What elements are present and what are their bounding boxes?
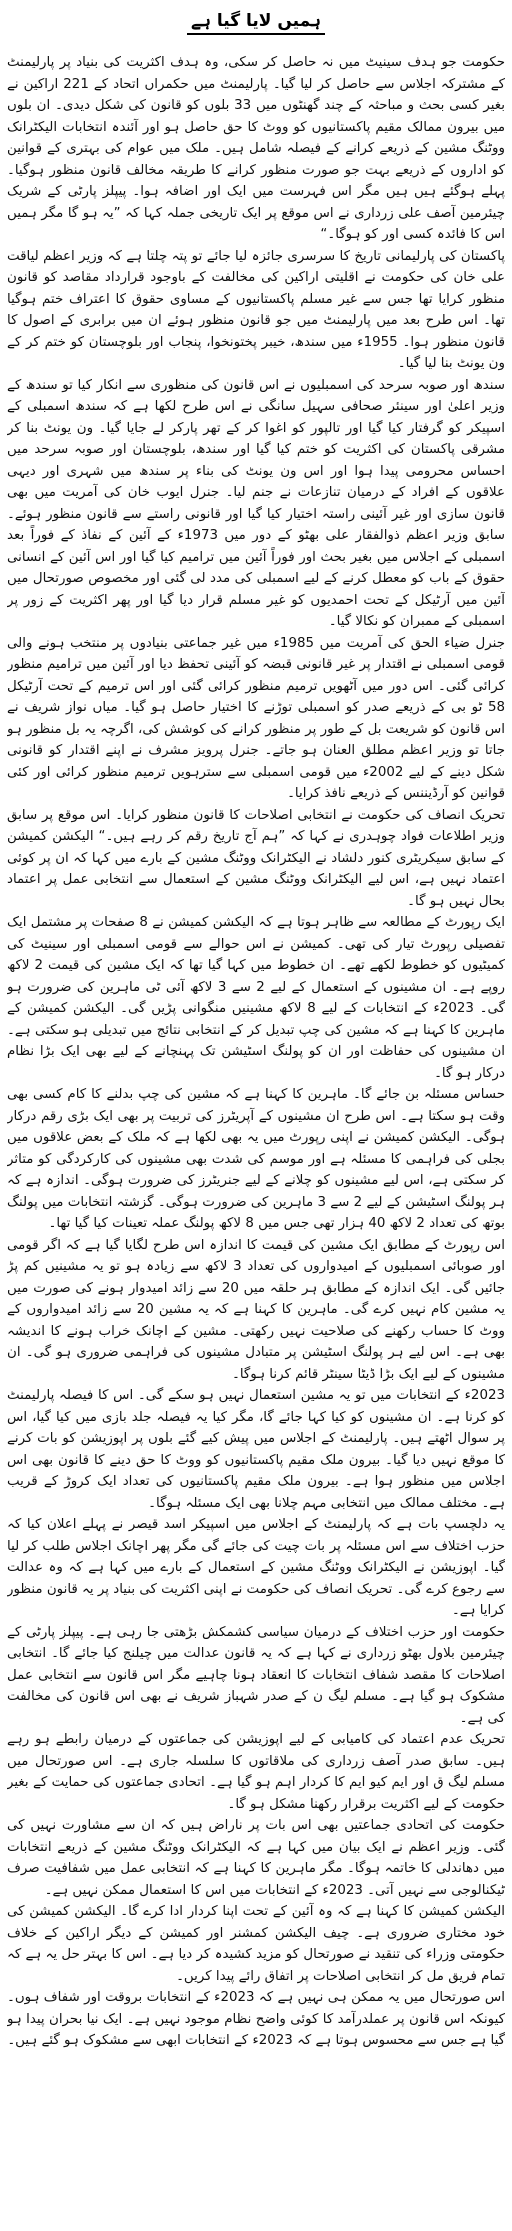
article-paragraph-7: حساس مسئلہ بن جائے گا۔ ماہرین کا کہنا ہے کہ مشین کی چپ بدلنے کا کام کسی بھی وقت ہو سکتا ہے۔ اس طرح ان مشینوں کے آپریٹرز کی تربیت پر بھی ایک بڑی رقم درکار ہوگی۔ الیکشن کمیشن نے اپنی رپورٹ میں یہ بھی لکھا ہے کہ ملک کے بعض علاقوں میں بجلی کی فراہمی کا مسئلہ ہے اور موسم کی شدت بھی مشینوں کی کارکردگی کو متاثر کر سکتی ہے، اس لیے مشینوں کو چلانے کے لیے جنریٹرز کی ضرورت ہوگی۔ اندازہ ہے کہ ہر پولنگ اسٹیشن کے لیے 2 سے 3 ماہرین کی ضرورت ہوگی۔ گزشتہ انتخابات میں پولنگ بوتھ کی تعداد 2 لاکھ 40 ہزار تھی جس میں 8 لاکھ پولنگ عملہ تعینات کیا گیا تھا۔ [7, 1087, 505, 1231]
article-paragraph-4: جنرل ضیاء الحق کی آمریت میں 1985ء میں غیر جماعتی بنیادوں پر منتخب ہونے والی قومی اسمبلی نے اقتدار پر غیر قانونی قبضہ کو آئینی تحفظ دیا اور آئین میں ترامیم منظور کرائی گئی۔ اس دور میں آٹھویں ترمیم منظور کرائی گئی اور اس ترمیم کے تحت آرٹیکل 58 ٹو بی کے ذریعے صدر کو اسمبلی توڑنے کا اختیار حاصل ہو گیا۔ میاں نواز شریف نے اس قانون کو شریعت بل کے طور پر منظور کرانے کی کوشش کی، اگرچہ یہ بل منظور ہو جاتا تو وزیر اعظم مطلق العنان ہو جاتے۔ جنرل پرویز مشرف نے اپنے اقتدار کو قانونی شکل دینے کے لیے 2002ء میں قومی اسمبلی سے سترہویں ترمیم منظور کرائی اور کئی قوانین کو آرڈیننس کے ذریعے نافذ کرایا۔ [7, 635, 505, 801]
article-paragraph-8: اس رپورٹ کے مطابق ایک مشین کی قیمت کا اندازہ اس طرح لگایا گیا ہے کہ اگر قومی اور صوبائی اسمبلیوں کے امیدواروں کی تعداد 3 لاکھ سے زیادہ ہو تو یہ مشینیں کم پڑ جائیں گی۔ ایک اندازہ کے مطابق ہر حلقہ میں 20 سے زائد امیدوار ہونے کی صورت میں یہ مشین کام نہیں کرے گی۔ ماہرین کا کہنا ہے کہ یہ مشین 20 سے زائد امیدواروں کے ووٹ کا حساب رکھنے کی صلاحیت نہیں رکھتی۔ مشین کے اچانک خراب ہونے کا اندیشہ بھی ہے۔ اس لیے ہر پولنگ اسٹیشن پر متبادل مشینوں کی فراہمی ضروری ہو گی۔ ان مشینوں کے لیے ایک بڑا ڈیٹا سینٹر قائم کرنا ہوگا۔ [7, 1237, 505, 1382]
article-paragraph-10: یہ دلچسپ بات ہے کہ پارلیمنٹ کے اجلاس میں اسپیکر اسد قیصر نے پہلے اعلان کیا کہ حزب اختلاف سے اس مسئلہ پر بات چیت کی جائے گی مگر پھر اچانک اجلاس طلب کر لیا گیا۔ اپوزیشن نے الیکٹرانک ووٹنگ مشین کے استعمال کے بارے میں کہا ہے کہ وہ عدالت سے رجوع کرے گی۔ تحریک انصاف کی حکومت نے اپنی اکثریت کی بنیاد پر یہ قانون منظور کرایا ہے۔ [7, 1517, 505, 1618]
article-paragraph-6: ایک رپورٹ کے مطالعہ سے ظاہر ہوتا ہے کہ الیکشن کمیشن نے 8 صفحات پر مشتمل ایک تفصیلی رپورٹ تیار کی تھی۔ کمیشن نے اس حوالے سے قومی اسمبلی اور سینیٹ کی کمیٹیوں کو خطوط لکھے تھے۔ ان خطوط میں کہا گیا تھا کہ ایک مشین کی قیمت 2 لاکھ روپے ہے۔ ان مشینوں کے استعمال کے لیے 2 سے 3 لاکھ آئی ٹی ماہرین کی ضرورت ہو گی۔ 2023ء کے انتخابات کے لیے 8 لاکھ مشینیں منگوانی پڑیں گی۔ الیکشن کمیشن کے ماہرین کا کہنا ہے کہ مشین کی چپ تبدیل کر کے انتخابی نتائج میں تبدیلی ہو سکتی ہے۔ ان مشینوں کی حفاظت اور ان کو پولنگ اسٹیشن تک پہنچانے کے لیے بھی ایک بڑا نظام درکار ہو گا۔ [7, 915, 505, 1081]
article-body [7, 52, 505, 2224]
article-paragraph-15: اس صورتحال میں یہ ممکن ہی نہیں ہے کہ 2023ء کے انتخابات بروقت اور شفاف ہوں۔ کیونکہ اس قانون پر عملدرآمد کا کوئی واضح نظام موجود نہیں ہے۔ ایک نیا بحران پیدا ہو گیا ہے جس سے محسوس ہوتا ہے کہ 2023ء کے انتخابات ابھی سے مشکوک ہو گئے ہیں۔ [7, 1990, 505, 2048]
article-paragraph-14: الیکشن کمیشن کا کہنا ہے کہ وہ آئین کے تحت اپنا کردار ادا کرے گا۔ الیکشن کمیشن کی خود مختاری ضروری ہے۔ چیف الیکشن کمشنر اور کمیشن کے دیگر اراکین کے خلاف حکومتی وزراء کی تنقید نے صورتحال کو مزید کشیدہ کر دیا ہے۔ اس کا بہتر حل یہ ہے کہ تمام فریق مل کر انتخابی اصلاحات پر اتفاق رائے پیدا کریں۔ [7, 1904, 505, 1984]
article-paragraph-9: 2023ء کے انتخابات میں تو یہ مشین استعمال نہیں ہو سکے گی۔ اس کا فیصلہ پارلیمنٹ کو کرنا ہے۔ ان مشینوں کو کیا کہا جائے گا، مگر کیا یہ فیصلہ جلد بازی میں کیا گیا، اس پر سوال اٹھتے ہیں۔ پارلیمنٹ کے اجلاس میں پیش کیے گئے بلوں پر اپوزیشن کو بات کرنے کا موقع نہیں دیا گیا۔ بیرون ملک مقیم پاکستانیوں کو ووٹ کا حق دینے کا قانون بھی اس اجلاس میں منظور ہوا ہے۔ بیرون ملک مقیم پاکستانیوں کی تعداد ایک کروڑ کے قریب ہے۔ مختلف ممالک میں انتخابی مہم چلانا بھی ایک مسئلہ ہوگا۔ [7, 1388, 505, 1511]
article-paragraph-11: حکومت اور حزب اختلاف کے درمیان سیاسی کشمکش بڑھتی جا رہی ہے۔ پیپلز پارٹی کے چیئرمین بلاول بھٹو زرداری نے کہا ہے کہ یہ قانون عدالت میں چیلنج کیا جائے گا۔ انتخابی اصلاحات کا مقصد شفاف انتخابات کا انعقاد ہونا چاہیے مگر اس قانون سے انتخابی عمل مشکوک ہو گیا ہے۔ مسلم لیگ ن کے صدر شہباز شریف نے بھی اس قانون کی مخالفت کی ہے۔ [7, 1624, 505, 1726]
headline-text: ہمیں لایا گیا ہے [187, 11, 325, 35]
article-headline [0, 8, 512, 38]
article-paragraph-1: حکومت جو ہدف سینیٹ میں نہ حاصل کر سکی، وہ ہدف اکثریت کی بنیاد پر پارلیمنٹ کے مشترکہ اجلاس سے حاصل کر لیا گیا۔ پارلیمنٹ میں حکمراں اتحاد کے 221 اراکین نے بغیر کسی بحث و مباحثہ کے چند گھنٹوں میں 33 بلوں کو قانون کی شکل دیدی۔ ان بلوں میں بیرون ممالک مقیم پاکستانیوں کو ووٹ کا حق حاصل ہو اور آئندہ انتخابات الیکٹرانک ووٹنگ مشین کے ذریعے کرانے کے فیصلہ شامل ہیں۔ ملک میں عوام کی بہتری کے قوانین کو اداروں کے ذریعے بہت جو صورت منظور کرانے کا طریقہ مخالف قانون منظور ہوگیا۔ پہلے ہوگئے ہیں ہیں مگر اس فہرست میں ایک اور اضافہ ہوا۔ پیپلز پارٹی کے شریک چیئرمین آصف علی زرداری نے اس موقع پر ایک تاریخی جملہ کہا کہ ”یہ ہو گا مگر ہمیں اس کا فائدہ کسی اور کو ہوگا۔“ [7, 55, 505, 242]
article-paragraph-2: پاکستان کی پارلیمانی تاریخ کا سرسری جائزہ لیا جائے تو پتہ چلتا ہے کہ وزیر اعظم لیاقت علی خان کی حکومت نے اقلیتی اراکین کی مخالفت کے باوجود قرارداد مقاصد کو قانون منظور کرایا تھا جس سے غیر مسلم پاکستانیوں کے مساوی حقوق کا اعتراف ختم ہوگیا تھا۔ اس طرح بعد میں پارلیمنٹ میں جو قانون منظور ہوئے ان میں برابری کے اصول کا قانون منظور ہوا۔ 1955ء میں سندھ، خیبر پختونخوا، پنجاب اور بلوچستان کو ختم کر کے ون یونٹ بنا لیا گیا۔ [7, 248, 505, 371]
article-paragraph-12: تحریک عدم اعتماد کی کامیابی کے لیے اپوزیشن کی جماعتوں کے درمیان رابطے ہو رہے ہیں۔ سابق صدر آصف زرداری کی ملاقاتوں کا سلسلہ جاری ہے۔ اس صورتحال میں مسلم لیگ ق اور ایم کیو ایم کا کردار اہم ہو گیا ہے۔ اتحادی جماعتوں کی حمایت کے بغیر حکومت کے لیے اکثریت برقرار رکھنا مشکل ہو گا۔ [7, 1732, 505, 1812]
article-paragraph-13: حکومت کی اتحادی جماعتیں بھی اس بات پر ناراض ہیں کہ ان سے مشاورت نہیں کی گئی۔ وزیر اعظم نے ایک بیان میں کہا ہے کہ الیکٹرانک ووٹنگ مشین کے ذریعے انتخابات میں دھاندلی کا خاتمہ ہوگا۔ مگر ماہرین کا کہنا ہے کہ انتخابی عمل میں شفافیت صرف ٹیکنالوجی سے نہیں آتی۔ 2023ء کے انتخابات میں اس کا استعمال ممکن نہیں ہے۔ [7, 1818, 505, 1898]
article-paragraph-5: تحریک انصاف کی حکومت نے انتخابی اصلاحات کا قانون منظور کرایا۔ اس موقع پر سابق وزیر اطلاعات فواد چوہدری نے کہا کہ ”ہم آج تاریخ رقم کر رہے ہیں۔“ الیکشن کمیشن کے سابق سیکریٹری کنور دلشاد نے الیکٹرانک ووٹنگ مشین کے بارے میں کہا کہ ان پر کوئی اعتماد نہیں ہے، اس لیے الیکٹرانک ووٹنگ مشین کے استعمال سے انتخابی عمل پر اعتماد بحال نہیں ہو گا۔ [7, 807, 505, 909]
article-paragraph-3: سندھ اور صوبہ سرحد کی اسمبلیوں نے اس قانون کی منظوری سے انکار کیا تو سندھ کے وزیر اعلیٰ اور سینئر صحافی سہیل سانگی نے اس طرح لکھا ہے کہ سندھ اسمبلی کے اسپیکر کو گرفتار کیا گیا اور تالپور کو اغوا کر کے تھر پارکر لے جایا گیا۔ ون یونٹ بنا کر مشرقی پاکستان کی اکثریت کو ختم کیا گیا اور سندھ، بلوچستان اور صوبہ سرحد میں احساس محرومی پیدا ہوا اور اس ون یونٹ کی بناء پر سندھ میں شہری اور دیہی علاقوں کے افراد کے درمیان تنازعات نے جنم لیا۔ جنرل ایوب خان کی آمریت میں بھی قانون سازی اور غیر آئینی راستہ اختیار کیا گیا اور قانونی راستے سے قانون منظور ہوئے۔ سابق وزیر اعظم ذوالفقار علی بھٹو کے دور میں 1973ء کے آئین کے نفاذ کے فوراً بعد اسمبلی کے اجلاس میں بغیر بحث اور فوراً آئین میں ترامیم کیا گیا اور اس آئین کے انسانی حقوق کے باب کو معطل کرنے کے لیے اسمبلی کی مدد لی گئی اور مخصوص صورتحال میں آئین میں آرٹیکل کے تحت احمدیوں کو غیر مسلم قرار دیا گیا اور پھر اکثریت کے زور پر اسمبلی کے ممبران کو نکالا گیا۔ [7, 377, 505, 629]
